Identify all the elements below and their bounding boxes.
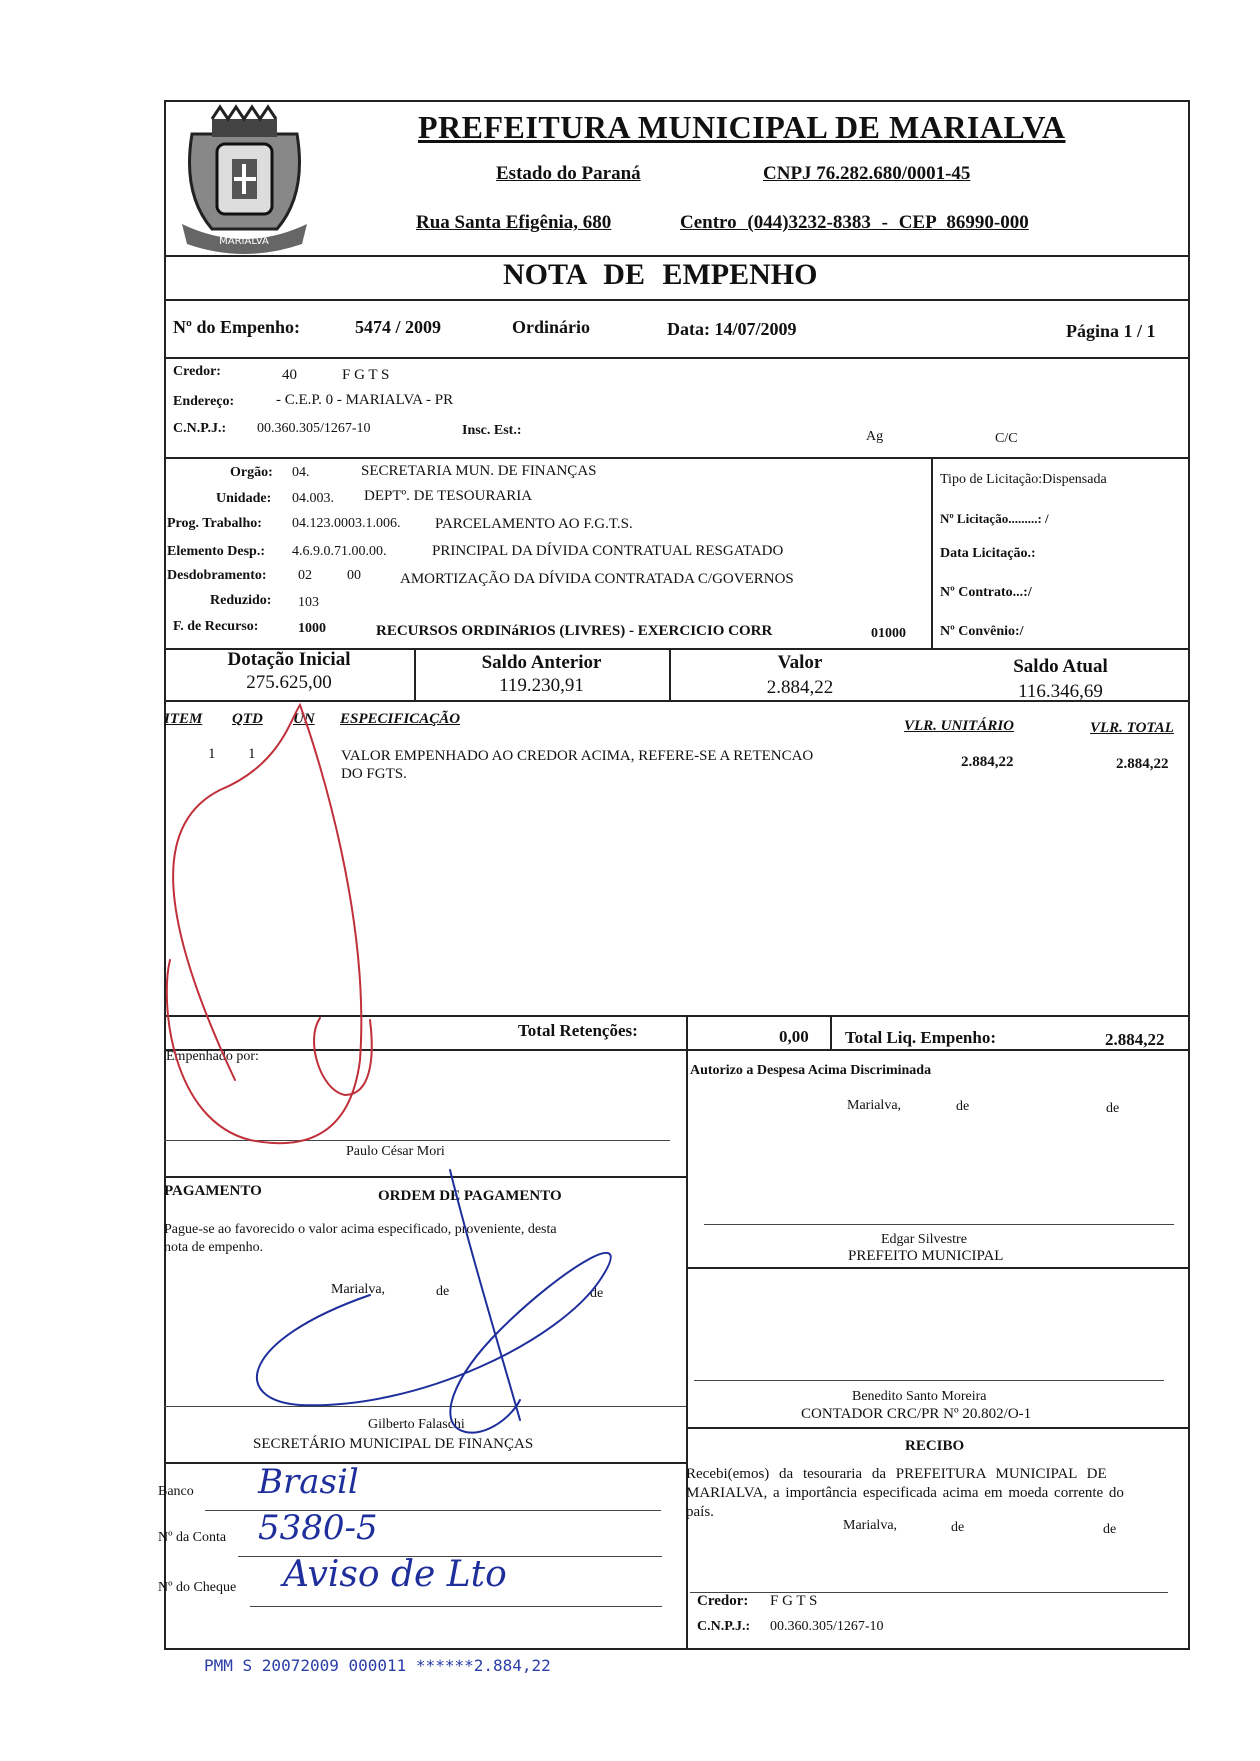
cheque-label: Nº do Cheque [158, 1580, 237, 1595]
reduzido-value: 103 [298, 595, 319, 610]
ordem-pagamento-label: ORDEM DE PAGAMENTO [378, 1188, 562, 1204]
row-qtd: 1 [248, 746, 256, 762]
recibo-cnpj: 00.360.305/1267-10 [770, 1619, 884, 1634]
unit-value-header: VLR. UNITÁRIO [904, 718, 1015, 734]
pagamento-text-2: nota de empenho. [164, 1240, 264, 1255]
conta-label: Nº da Conta [158, 1530, 227, 1545]
elemento-name: PRINCIPAL DA DÍVIDA CONTRATUAL RESGATADO [432, 543, 784, 559]
street-address: Rua Santa Efigênia, 680 [416, 212, 612, 233]
svg-text:MARIALVA: MARIALVA [219, 236, 269, 247]
document-title: NOTA DE EMPENHO [503, 258, 818, 291]
contador-name: Benedito Santo Moreira [852, 1389, 987, 1404]
autorizo-de2: de [1106, 1101, 1120, 1116]
pagamento-city: Marialva, [331, 1282, 386, 1297]
blue-signature-stroke [257, 1253, 611, 1433]
red-signature-loop [314, 1018, 372, 1095]
page-number: Página 1 / 1 [1066, 321, 1156, 341]
atual-value: 116.346,69 [1018, 681, 1103, 702]
valor-label: Valor [777, 652, 823, 673]
recibo-text-2: MARIALVA, a importância especificada acima em moeda corrente do [686, 1485, 1124, 1501]
credor-code: 40 [282, 367, 297, 383]
autorizo-de1: de [956, 1099, 970, 1114]
contrato-number: Nº Contrato...:/ [940, 585, 1032, 600]
liq-empenho-value: 2.884,22 [1105, 1030, 1165, 1049]
recibo-text-3: país. [686, 1504, 714, 1520]
pagamento-label: PAGAMENTO [164, 1183, 262, 1199]
empenho-type: Ordinário [512, 317, 591, 337]
insc-est-label: Insc. Est.: [462, 423, 522, 438]
retencoes-label: Total Retenções: [518, 1021, 638, 1040]
banco-value: Brasil [258, 1462, 359, 1502]
anterior-value: 119.230,91 [499, 675, 584, 696]
qtd-header: QTD [232, 711, 263, 727]
item-header: ITEM [164, 711, 203, 727]
empenho-label: Nº do Empenho: [173, 317, 300, 337]
cnpj-field-label: C.N.P.J.: [173, 421, 227, 436]
autorizo-label: Autorizo a Despesa Acima Discriminada [690, 1063, 932, 1078]
blue-signature-tail [450, 1170, 520, 1420]
address-label: Endereço: [173, 394, 235, 409]
unidade-code: 04.003. [292, 491, 334, 506]
row-desc-line2: DO FGTS. [341, 766, 407, 782]
desdobramento-b: 00 [347, 568, 361, 583]
secretario-name: Gilberto Falaschi [368, 1417, 465, 1432]
licitacao-data: Data Licitação.: [940, 546, 1036, 561]
convenio-number: Nº Convênio:/ [940, 624, 1024, 639]
conta-value: 5380-5 [258, 1508, 378, 1548]
empenho-date: Data: 14/07/2009 [667, 319, 797, 339]
prefeito-role: PREFEITO MUNICIPAL [848, 1248, 1004, 1264]
liq-empenho-label: Total Liq. Empenho: [845, 1028, 996, 1047]
recibo-cnpj-label: C.N.P.J.: [697, 1619, 751, 1634]
contador-role: CONTADOR CRC/PR Nº 20.802/O-1 [801, 1406, 1032, 1422]
recurso-code: 1000 [298, 621, 326, 636]
retencoes-value: 0,00 [779, 1027, 809, 1046]
desdobramento-name: AMORTIZAÇÃO DA DÍVIDA CONTRATADA C/GOVERNOS [400, 571, 794, 587]
cnpj-label: CNPJ 76.282.680/0001-45 [763, 163, 971, 184]
state-label: Estado do Paraná [496, 163, 641, 184]
cc-label: C/C [995, 431, 1018, 446]
desdobramento-label: Desdobramento: [167, 568, 267, 583]
recurso-number: 01000 [871, 626, 906, 641]
recibo-text-1: Recebi(emos) da tesouraria da PREFEITURA MUNICIPAL DE [686, 1466, 1107, 1482]
ag-label: Ag [866, 429, 884, 444]
prog-label: Prog. Trabalho: [167, 516, 262, 531]
municipality-title: PREFEITURA MUNICIPAL DE MARIALVA [418, 109, 1066, 145]
especificacao-header: ESPECIFICAÇÃO [340, 711, 461, 727]
recibo-credor: F G T S [770, 1593, 818, 1609]
unidade-name: DEPTº. DE TESOURARIA [364, 488, 533, 504]
recibo-de2: de [1103, 1522, 1117, 1537]
red-signature-stroke [167, 705, 362, 1143]
phone-cep: Centro (044)3232-8383 - CEP 86990-000 [680, 212, 1029, 233]
row-desc-line1: VALOR EMPENHADO AO CREDOR ACIMA, REFERE-SE A RETENCAO [341, 748, 814, 764]
dotacao-label: Dotação Inicial [227, 649, 351, 670]
un-header: UN [293, 711, 315, 727]
recibo-city: Marialva, [843, 1518, 898, 1533]
total-value-header: VLR. TOTAL [1090, 720, 1174, 736]
anterior-label: Saldo Anterior [481, 652, 602, 673]
pagamento-de1: de [436, 1284, 450, 1299]
credor-cnpj: 00.360.305/1267-10 [257, 421, 371, 436]
credor-name: F G T S [342, 367, 390, 383]
empenho-number: 5474 / 2009 [355, 317, 442, 337]
unidade-label: Unidade: [216, 491, 272, 506]
orgao-label: Orgão: [230, 465, 273, 480]
empenhado-name: Paulo César Mori [346, 1144, 445, 1159]
atual-label: Saldo Atual [1013, 656, 1108, 677]
licitacao-tipo: Tipo de Licitação:Dispensada [940, 472, 1107, 487]
autorizo-city: Marialva, [847, 1098, 902, 1113]
recurso-label: F. de Recurso: [173, 619, 259, 634]
recibo-de1: de [951, 1520, 965, 1535]
row-item: 1 [208, 746, 216, 762]
cheque-value: Aviso de Lto [283, 1554, 507, 1595]
orgao-code: 04. [292, 465, 310, 480]
valor-value: 2.884,22 [766, 677, 834, 698]
recurso-name: RECURSOS ORDINáRIOS (LIVRES) - EXERCICIO CORR [376, 623, 773, 639]
secretario-role: SECRETÁRIO MUNICIPAL DE FINANÇAS [253, 1436, 534, 1452]
pagamento-text-1: Pague-se ao favorecido o valor acima especificado, proveniente, desta [164, 1222, 557, 1237]
prefeito-name: Edgar Silvestre [881, 1232, 967, 1247]
credor-address: - C.E.P. 0 - MARIALVA - PR [276, 392, 454, 408]
orgao-name: SECRETARIA MUN. DE FINANÇAS [361, 463, 597, 479]
elemento-code: 4.6.9.0.71.00.00. [292, 544, 387, 559]
elemento-label: Elemento Desp.: [167, 544, 265, 559]
banco-label: Banco [158, 1484, 194, 1499]
prog-code: 04.123.0003.1.006. [292, 516, 401, 531]
empenhado-label: Empenhado por: [166, 1049, 259, 1064]
reduzido-label: Reduzido: [210, 593, 272, 608]
mechanical-stamp: PMM S 20072009 000011 ******2.884,22 [204, 1656, 551, 1675]
row-total-value: 2.884,22 [1116, 756, 1169, 772]
dotacao-value: 275.625,00 [246, 672, 332, 693]
prog-name: PARCELAMENTO AO F.G.T.S. [435, 516, 633, 532]
licitacao-numero: Nº Licitação.........: / [940, 511, 1049, 526]
credor-label: Credor: [173, 364, 221, 379]
recibo-credor-label: Credor: [697, 1593, 749, 1609]
pagamento-de2: de [590, 1286, 604, 1301]
recibo-label: RECIBO [905, 1438, 965, 1454]
row-unit-value: 2.884,22 [961, 754, 1014, 770]
desdobramento-a: 02 [298, 568, 312, 583]
